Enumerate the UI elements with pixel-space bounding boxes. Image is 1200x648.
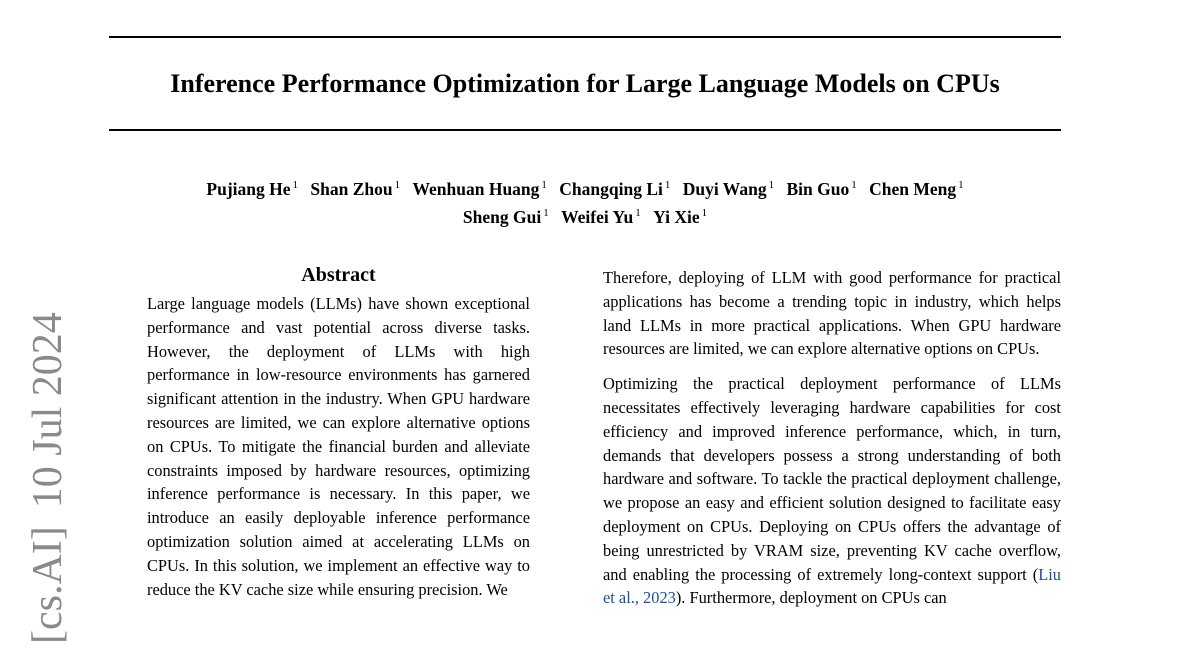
arxiv-side-stamp (24, 294, 72, 648)
author: Duyi Wang $^1$ (682, 178, 775, 199)
author: Wenhuan Huang $^1$ (412, 178, 547, 199)
author: Pujiang He $^1$ (206, 178, 299, 199)
abstract-heading: Abstract (301, 264, 376, 286)
abstract-text: Large language models (LLMs) have shown exceptional performance and vast potential across diverse tasks. However, the deployment of LLMs with high performance in low-resource environments has garnered significant attention in the industry. When GPU hardware resources are limited, we can explore alternative options on CPUs. To mitigate the financial burden and alleviate constraints imposed by hardware resources, optimizing inference performance is necessary. In this paper, we introduce an easily deployable inference performance optimization solution aimed at accelerating LLMs on CPUs. In this solution, we implement an effective way to reduce the KV cache size while ensuring precision. We (147, 294, 530, 599)
paper-title: Inference Performance Optimization for Large Language Models on CPUs (170, 69, 1000, 98)
author-list (109, 173, 1061, 229)
arxiv-date: 10 Jul 2024 (25, 312, 71, 509)
author: Changqing Li $^1$ (559, 178, 671, 199)
title-bottom-rule (109, 129, 1061, 131)
author: Sheng Gui $^1$ (462, 206, 549, 227)
right-column (603, 266, 1061, 610)
title-top-rule (109, 36, 1061, 38)
author: Weifei Yu $^1$ (561, 206, 641, 227)
author: Bin Guo $^1$ (786, 178, 857, 199)
author: Shan Zhou $^1$ (310, 178, 401, 199)
arxiv-category: [cs.AI] (25, 526, 71, 644)
author: Chen Meng $^1$ (869, 178, 964, 199)
intro-paragraph-1: Therefore, deploying of LLM with good performance for practical applications has become a trending topic in industry, which helps land LLMs in more practical applications. When GPU hardware resources are limited, we can explore alternative options on CPUs. (603, 268, 1061, 359)
author: Yi Xie $^1$ (653, 206, 708, 227)
intro-paragraph-2: Optimizing the practical deployment performance of LLMs necessitates effectively leveraging hardware capabilities for cost efficiency and improved inference performance, which, in turn, demands that developers possess a strong understanding of both hardware and software. To tackle the practical deployment challenge, we propose an easy and efficient solution designed to facilitate easy deployment on CPUs. Deploying on CPUs offers the advantage of being unrestricted by VRAM size, preventing KV cache overflow, and enabling the processing of extremely long-context support (Liu et al., 2023). Furthermore, deployment on CPUs can (603, 374, 1061, 608)
citation-link[interactable]: Liu et al., 2023 (603, 564, 1061, 608)
left-column (147, 262, 530, 601)
